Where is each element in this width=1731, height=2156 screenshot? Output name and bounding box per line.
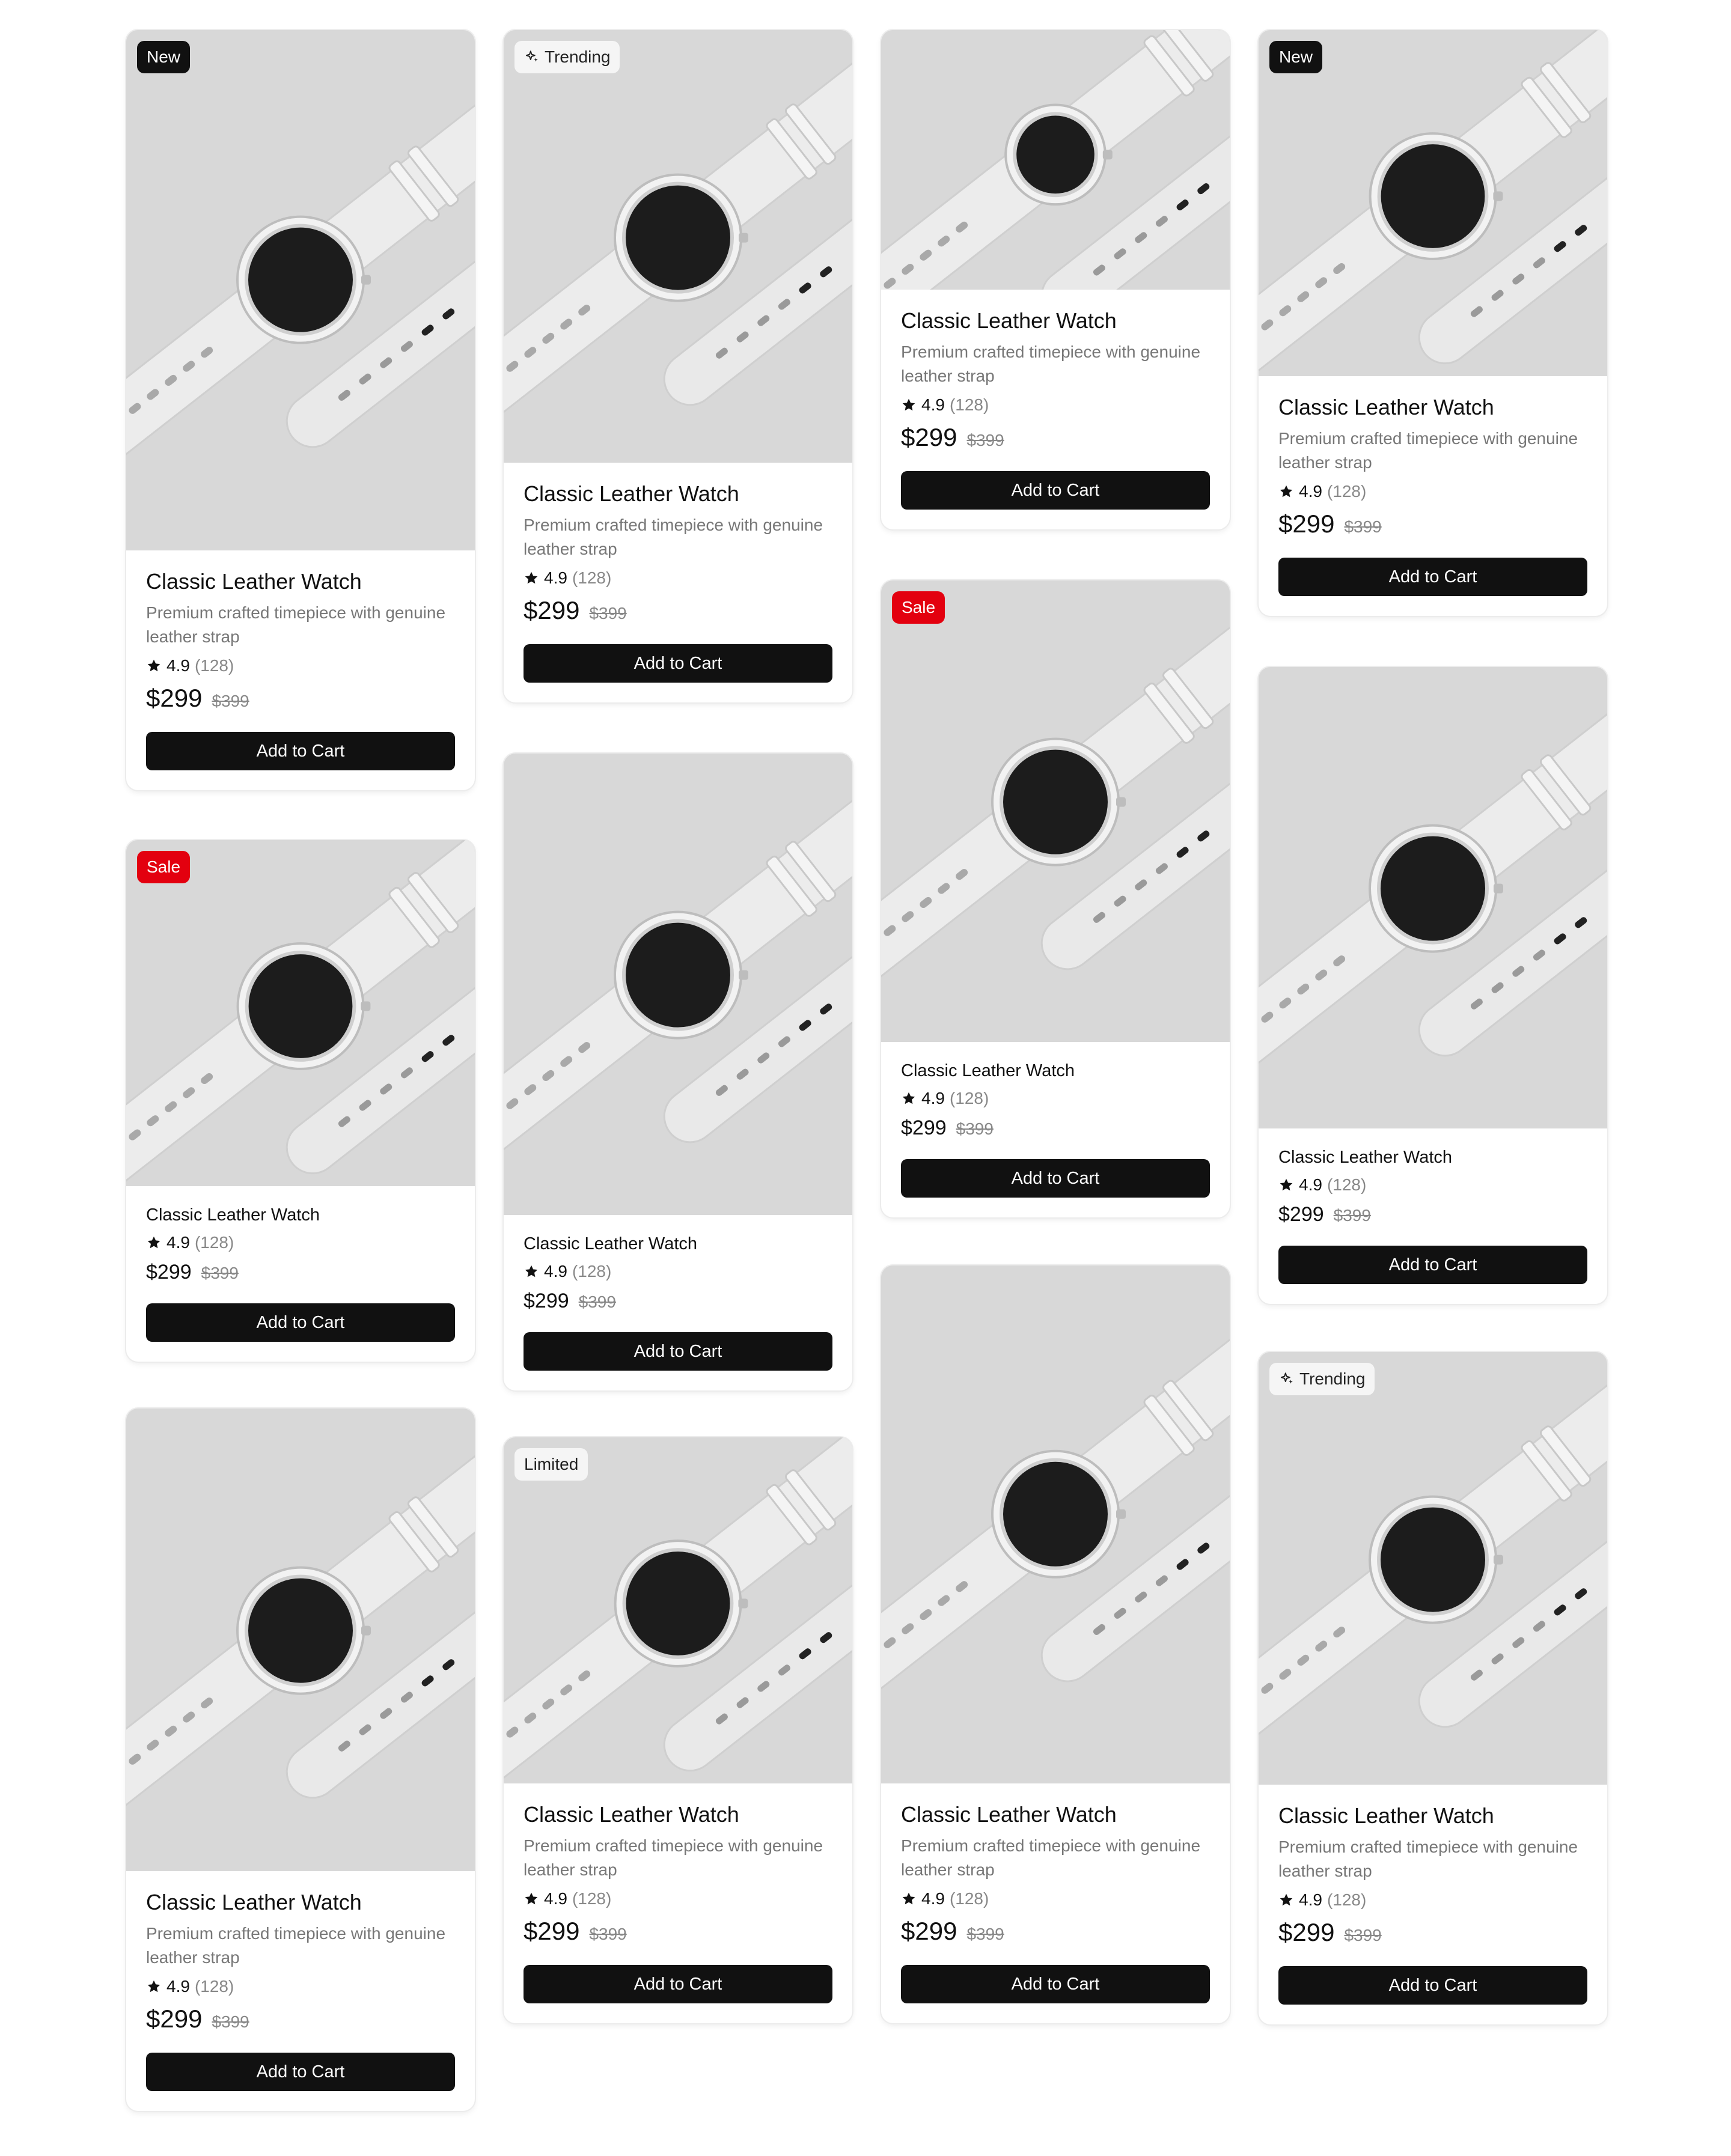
product-rating (1278, 1890, 1587, 1910)
star-icon (524, 1891, 539, 1907)
rating-value: 4.9 (544, 1889, 567, 1908)
product-title[interactable]: Classic Leather Watch (524, 1802, 739, 1827)
status-badge (137, 41, 190, 73)
review-count: (128) (572, 1262, 612, 1281)
product-card[interactable] (126, 840, 475, 1362)
add-to-cart-button[interactable]: Add to Cart (901, 1159, 1210, 1198)
product-rating (146, 1977, 455, 1996)
watch-image[interactable] (126, 840, 475, 1186)
star-icon (1278, 1892, 1294, 1908)
rating-value: 4.9 (1299, 1175, 1322, 1194)
star-icon (524, 1264, 539, 1279)
price-row (1278, 1918, 1587, 1947)
price-row (146, 2005, 455, 2033)
product-card[interactable] (1259, 1352, 1607, 2024)
review-count: (128) (949, 1089, 989, 1107)
rating-value: 4.9 (1299, 482, 1322, 501)
rating-value: 4.9 (921, 395, 945, 414)
product-rating (901, 395, 1210, 415)
product-title[interactable]: Classic Leather Watch (901, 1061, 1075, 1080)
status-badge (137, 851, 190, 883)
review-count: (128) (1326, 1890, 1367, 1909)
product-description: Premium crafted timepiece with genuine leather strap (524, 1836, 823, 1879)
status-badge (892, 591, 945, 624)
current-price: $299 (901, 1116, 947, 1139)
current-price: $299 (1278, 1918, 1335, 1946)
product-title[interactable]: Classic Leather Watch (146, 1890, 362, 1914)
product-rating (146, 1233, 455, 1252)
product-title[interactable]: Classic Leather Watch (524, 1234, 698, 1253)
product-title[interactable]: Classic Leather Watch (901, 1802, 1117, 1827)
price-row (524, 596, 832, 625)
price-row (901, 1116, 1210, 1140)
current-price: $299 (524, 596, 580, 624)
star-icon (1278, 1177, 1294, 1193)
rating-value: 4.9 (166, 1977, 190, 1996)
original-price: $399 (1344, 517, 1382, 536)
badge-label: New (147, 47, 181, 66)
product-description: Premium crafted timepiece with genuine leather strap (1278, 1838, 1578, 1880)
price-row (1278, 510, 1587, 538)
product-description: Premium crafted timepiece with genuine leather strap (146, 603, 446, 646)
star-icon (901, 1091, 917, 1106)
product-rating (901, 1889, 1210, 1908)
watch-image[interactable] (504, 1437, 852, 1783)
sparkle-icon (1279, 1371, 1295, 1387)
price-row (146, 1261, 455, 1284)
star-icon (524, 570, 539, 586)
rating-value: 4.9 (166, 1233, 190, 1252)
product-card[interactable] (504, 754, 852, 1390)
product-description: Premium crafted timepiece with genuine leather strap (901, 343, 1201, 385)
add-to-cart-button[interactable]: Add to Cart (146, 732, 455, 770)
current-price: $299 (1278, 510, 1335, 538)
current-price: $299 (524, 1917, 580, 1945)
product-card[interactable] (504, 30, 852, 702)
product-card[interactable] (504, 1437, 852, 2023)
watch-image[interactable] (881, 580, 1230, 1042)
badge-label: Trending (545, 47, 611, 66)
rating-value: 4.9 (921, 1889, 945, 1908)
price-row (901, 423, 1210, 452)
product-description: Premium crafted timepiece with genuine leather strap (1278, 429, 1578, 472)
original-price: $399 (212, 692, 249, 710)
review-count: (128) (1326, 482, 1367, 501)
star-icon (1278, 484, 1294, 499)
price-row (1278, 1203, 1587, 1226)
product-rating (146, 656, 455, 675)
product-rating (901, 1089, 1210, 1108)
original-price: $399 (212, 2012, 249, 2031)
sparkle-icon (524, 49, 540, 65)
rating-value: 4.9 (166, 656, 190, 675)
product-card[interactable] (881, 30, 1230, 529)
star-icon (901, 1891, 917, 1907)
original-price: $399 (1333, 1206, 1371, 1225)
product-title[interactable]: Classic Leather Watch (146, 1205, 320, 1225)
price-row (524, 1290, 832, 1313)
product-card[interactable] (881, 580, 1230, 1217)
watch-image[interactable] (1259, 30, 1607, 376)
add-to-cart-button[interactable]: Add to Cart (524, 644, 832, 683)
star-icon (146, 1235, 162, 1250)
product-card[interactable] (126, 1408, 475, 2111)
status-badge (514, 1448, 588, 1481)
original-price: $399 (578, 1293, 616, 1311)
status-badge (1269, 41, 1322, 73)
badge-label: New (1279, 47, 1313, 66)
product-title[interactable]: Classic Leather Watch (1278, 1148, 1453, 1167)
original-price: $399 (966, 431, 1004, 449)
review-count: (128) (194, 1977, 234, 1996)
product-rating (524, 1889, 832, 1908)
review-count: (128) (572, 568, 612, 587)
original-price: $399 (1344, 1926, 1382, 1944)
watch-image[interactable] (126, 30, 475, 550)
add-to-cart-button[interactable]: Add to Cart (1278, 1246, 1587, 1284)
add-to-cart-button[interactable]: Add to Cart (1278, 1966, 1587, 2005)
watch-image[interactable] (881, 1265, 1230, 1783)
product-description: Premium crafted timepiece with genuine leather strap (901, 1836, 1201, 1879)
product-card[interactable] (1259, 30, 1607, 616)
product-rating (1278, 1175, 1587, 1195)
watch-image[interactable] (126, 1408, 475, 1871)
status-badge (1269, 1363, 1375, 1395)
product-card[interactable] (881, 1265, 1230, 2023)
add-to-cart-button[interactable]: Add to Cart (146, 2053, 455, 2091)
product-title[interactable]: Classic Leather Watch (1278, 395, 1494, 419)
current-price: $299 (901, 423, 957, 451)
review-count: (128) (1326, 1175, 1367, 1194)
add-to-cart-button[interactable]: Add to Cart (901, 471, 1210, 510)
review-count: (128) (194, 1233, 234, 1252)
add-to-cart-button[interactable]: Add to Cart (524, 1332, 832, 1371)
watch-image[interactable] (1259, 1352, 1607, 1785)
add-to-cart-button[interactable]: Add to Cart (524, 1965, 832, 2003)
current-price: $299 (146, 684, 203, 712)
product-title[interactable]: Classic Leather Watch (901, 308, 1117, 333)
product-title[interactable]: Classic Leather Watch (1278, 1803, 1494, 1828)
watch-image[interactable] (881, 30, 1230, 290)
star-icon (901, 397, 917, 413)
rating-value: 4.9 (544, 568, 567, 587)
add-to-cart-button[interactable]: Add to Cart (901, 1965, 1210, 2003)
star-icon (146, 1979, 162, 1994)
badge-label: Sale (902, 598, 936, 617)
badge-label: Sale (147, 857, 181, 876)
product-rating (524, 1262, 832, 1281)
review-count: (128) (572, 1889, 612, 1908)
original-price: $399 (201, 1264, 239, 1282)
price-row (901, 1917, 1210, 1946)
rating-value: 4.9 (544, 1262, 567, 1281)
rating-value: 4.9 (1299, 1890, 1322, 1909)
original-price: $399 (589, 604, 627, 623)
product-rating (1278, 482, 1587, 501)
product-card[interactable] (1259, 667, 1607, 1304)
original-price: $399 (589, 1925, 627, 1943)
original-price: $399 (966, 1925, 1004, 1943)
watch-image[interactable] (504, 30, 852, 463)
status-badge (514, 41, 620, 73)
original-price: $399 (956, 1119, 994, 1138)
product-rating (524, 568, 832, 588)
watch-image[interactable] (504, 754, 852, 1215)
current-price: $299 (901, 1917, 957, 1945)
product-description: Premium crafted timepiece with genuine leather strap (524, 516, 823, 558)
review-count: (128) (949, 395, 989, 414)
product-card[interactable] (126, 30, 475, 790)
star-icon (146, 658, 162, 674)
product-title[interactable]: Classic Leather Watch (146, 569, 362, 594)
badge-label: Limited (524, 1455, 579, 1473)
current-price: $299 (146, 1261, 192, 1284)
review-count: (128) (949, 1889, 989, 1908)
product-title[interactable]: Classic Leather Watch (524, 481, 739, 506)
watch-image[interactable] (1259, 667, 1607, 1128)
badge-label: Trending (1299, 1369, 1366, 1388)
current-price: $299 (146, 2005, 203, 2033)
price-row (146, 684, 455, 713)
current-price: $299 (524, 1290, 569, 1312)
add-to-cart-button[interactable]: Add to Cart (146, 1303, 455, 1342)
rating-value: 4.9 (921, 1089, 945, 1107)
product-description: Premium crafted timepiece with genuine leather strap (146, 1924, 446, 1967)
price-row (524, 1917, 832, 1946)
current-price: $299 (1278, 1203, 1324, 1226)
add-to-cart-button[interactable]: Add to Cart (1278, 558, 1587, 596)
review-count: (128) (194, 656, 234, 675)
